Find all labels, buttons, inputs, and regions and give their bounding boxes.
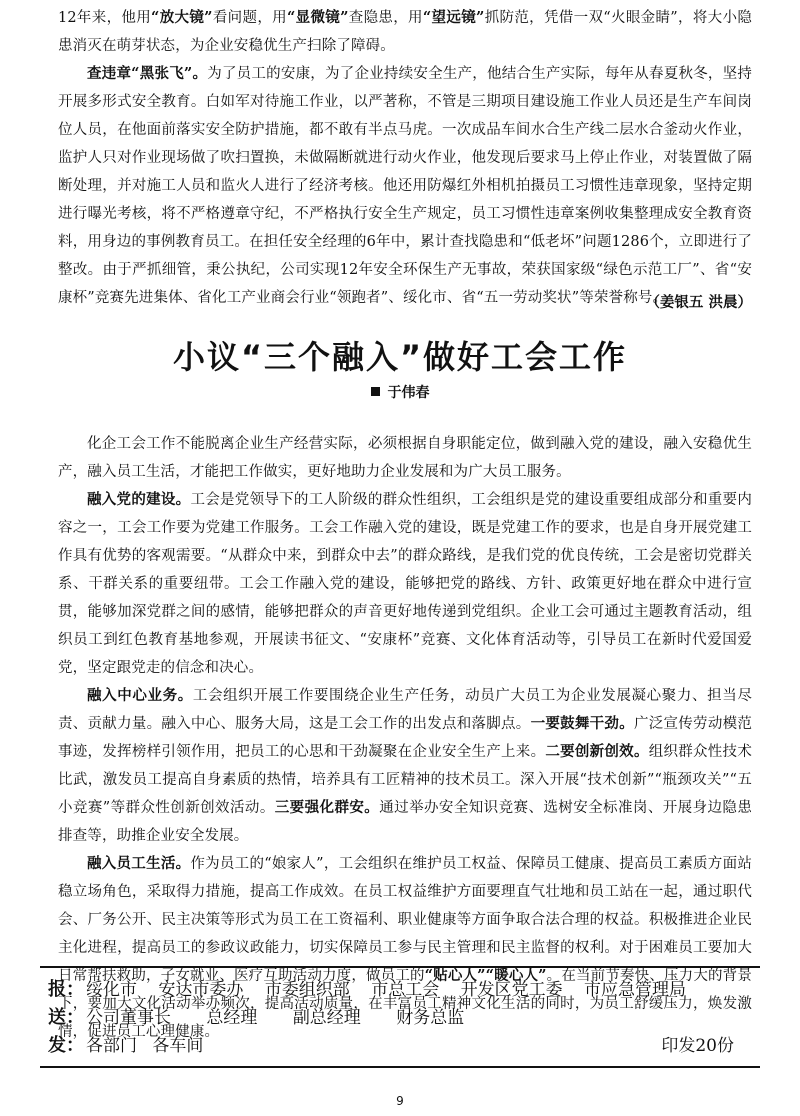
- recipient: 开发区党工委: [460, 980, 563, 1000]
- recipient: 安达市委办: [158, 980, 244, 1000]
- prev-paragraph-intro: [58, 4, 752, 60]
- bold-term: “望远镜”: [422, 9, 485, 26]
- distribute-row: [40, 1032, 760, 1060]
- distribute-list: [86, 1032, 219, 1060]
- section-lead: 融入党的建设。: [87, 491, 191, 508]
- text-run: 工会是党领导下的工人阶级的群众性组织，工会组织是党的建设重要组成部分和重要内容之一，工会工作要为党建工作服务。工会工作融入党的建设，既是党建工作的要求，也是自身开展党建工作具有优势的客观需要。“从群众中来，到群众中去”的群众路线，是我们党的优良传统，工会是密切党群关系、干群关系的重要纽带。工会工作融入党的建设，能够把党的路线、方针、政策更好地在群众中进行宣贯，能够加深党群之间的感情，能够把群众的声音更好地传递到党组织。企业工会可通过主题教育活动，组织员工到红色教育基地参观，开展读书征文、“安康杯”竞赛、文化体育活动等，引导员工在新时代爱国爱党，坚定跟党走的信念和决心。: [58, 492, 752, 676]
- section-lead: 查违章“黑张飞”。: [87, 65, 208, 82]
- byline: [0, 383, 800, 403]
- text-run: 组织群众性技术比武，激发员工提高自身素质的热情，培养具有工匠精神的技术员工。深入开展“技术创新”“瓶颈攻关”“五小竞赛”等群众性创新创效活动。: [58, 744, 752, 816]
- send-to-row: [40, 1004, 760, 1032]
- bold-term: “显微镜”: [286, 9, 349, 26]
- section-core-business: [58, 682, 752, 850]
- text-run: 查隐患，用: [348, 10, 423, 26]
- page-number: 9: [396, 1094, 404, 1108]
- article-intro: 化企工会工作不能脱离企业生产经营实际，必须根据自身职能定位，做到融入党的建设，融入安稳优生产，融入员工生活，才能把工作做实，更好地助力企业发展和为广大员工服务。: [58, 436, 752, 480]
- prev-paragraph-main: [58, 60, 752, 312]
- text-run: 12年来，他用: [58, 10, 152, 26]
- text-run: 工会组织开展工作要围绕企业生产任务，动员广大员工为企业发展凝心聚力、担当尽责、贡献力量。融入中心、服务大局，这是工会工作的出发点和落脚点。: [58, 688, 752, 732]
- text-run: 。在当前节奏快、压力大的背景下，要加大文化活动举办频次，提高活动质量，在丰富员工精神文化生活的同时，为员工舒缓压力，焕发激情，促进员工心理健康。: [58, 968, 752, 1040]
- report-to-list: [86, 976, 686, 1004]
- recipient: 各车间: [152, 1036, 204, 1056]
- article-body: [58, 430, 752, 1046]
- recipient: 财务总监: [396, 1008, 465, 1028]
- text-run: 抓防范，凭借一双“火眼金睛”，将大小隐患消灭在萌芽状态，为企业安稳优生产扫除了障碍。: [58, 10, 752, 54]
- copies-count: 印发20份: [661, 1036, 734, 1056]
- previous-article: [58, 4, 752, 312]
- send-to-list: [86, 1004, 480, 1032]
- recipient: 市应急管理局: [584, 980, 687, 1000]
- text-run: 广泛宣传劳动模范事迹，发挥榜样引领作用，把员工的心思和干劲凝聚在企业安全生产上来。: [58, 716, 753, 760]
- recipient: 各部门: [86, 1036, 137, 1056]
- section-party-building: [58, 486, 752, 682]
- author-name: 于伟春: [387, 385, 430, 401]
- text-run: 为了员工的安康，为了企业持续安全生产，他结合生产实际，每年从春夏秋冬，坚持开展多形式安全教育。白如军对待施工作业，以严著称，不管是三期项目建设施工作业人员还是生产车间岗位人员，在他面前落实安全防护措施，都不敢有半点马虎。一次成品车间水合生产线二层水合釜动火作业，监护人只对作业现场做了吹扫置换，未做隔断就进行动火作业，他发现后要求马上停止作业，对装置做了隔断处理，并对施工人员和监火人进行了经济考核。他还用防爆红外相机拍摄员工习惯性违章现象，坚持定期进行曝光考核，将不严格遵章守纪，不严格执行安全生产规定，员工习惯性违章案例收集整理成安全教育资料，用身边的事例教育员工。在担任安全经理的6年中，累计查找隐患和“低老坏”问题1286个，立即进行了整改。由于严抓细管，秉公执纪，公司实现12年安全环保生产无事故，荣获国家级“绿色示范工厂”、省“安康杯”竞赛先进集体、省化工产业商会行业“领跑者”、绥化市、省“五一劳动奖状”等荣誉称号。: [58, 66, 753, 306]
- distribution-block: [40, 966, 760, 1068]
- recipient: 公司董事长: [86, 1008, 171, 1028]
- bold-term: 三要强化群安。: [274, 799, 380, 816]
- report-to-row: [40, 976, 760, 1004]
- text-run: 作为员工的“娘家人”，工会组织在维护员工权益、保障员工健康、提高员工素质方面站稳立场角色，采取得力措施，提高工作成效。在员工权益维护方面要理直气壮地和员工站在一起，通过职代会、厂务公开、民主决策等形式为员工在工资福利、职业健康等方面争取合法合理的权益。积极推进企业民主化进程，提高员工的参政议政能力，切实保障员工参与民主管理和民主监督的权利。对于困难员工要加大日常帮扶救助，子女就业、医疗互助活动力度，做员工的: [58, 856, 752, 984]
- recipient: 总经理: [206, 1008, 258, 1028]
- section-lead: 融入员工生活。: [87, 855, 191, 872]
- prev-article-authors: （姜银五 洪晨）: [645, 294, 752, 311]
- text-run: 通过举办安全知识竞赛、选树安全标准岗、开展身边隐患排查等，助推企业安全发展。: [58, 800, 752, 844]
- recipient: 市委组织部: [264, 980, 350, 1000]
- bold-term: 一要鼓舞干劲。: [530, 715, 634, 732]
- text-run: 看问题，用: [212, 10, 287, 26]
- report-to-label: 报：: [48, 979, 84, 1000]
- bold-term: 二要创新创效。: [545, 743, 649, 760]
- distribute-label: 发：: [48, 1035, 84, 1056]
- recipient: 副总经理: [292, 1008, 361, 1028]
- square-bullet-icon: [371, 387, 380, 396]
- send-to-label: 送：: [48, 1007, 84, 1028]
- bold-term: “贴心人”“暖心人”: [424, 967, 547, 984]
- article-title: 小议“三个融入”做好工会工作: [172, 338, 628, 376]
- recipient: 市总工会: [371, 980, 440, 1000]
- bold-term: “放大镜”: [151, 9, 213, 26]
- recipient: 绥化市: [86, 980, 137, 1000]
- section-lead: 融入中心业务。: [87, 687, 193, 704]
